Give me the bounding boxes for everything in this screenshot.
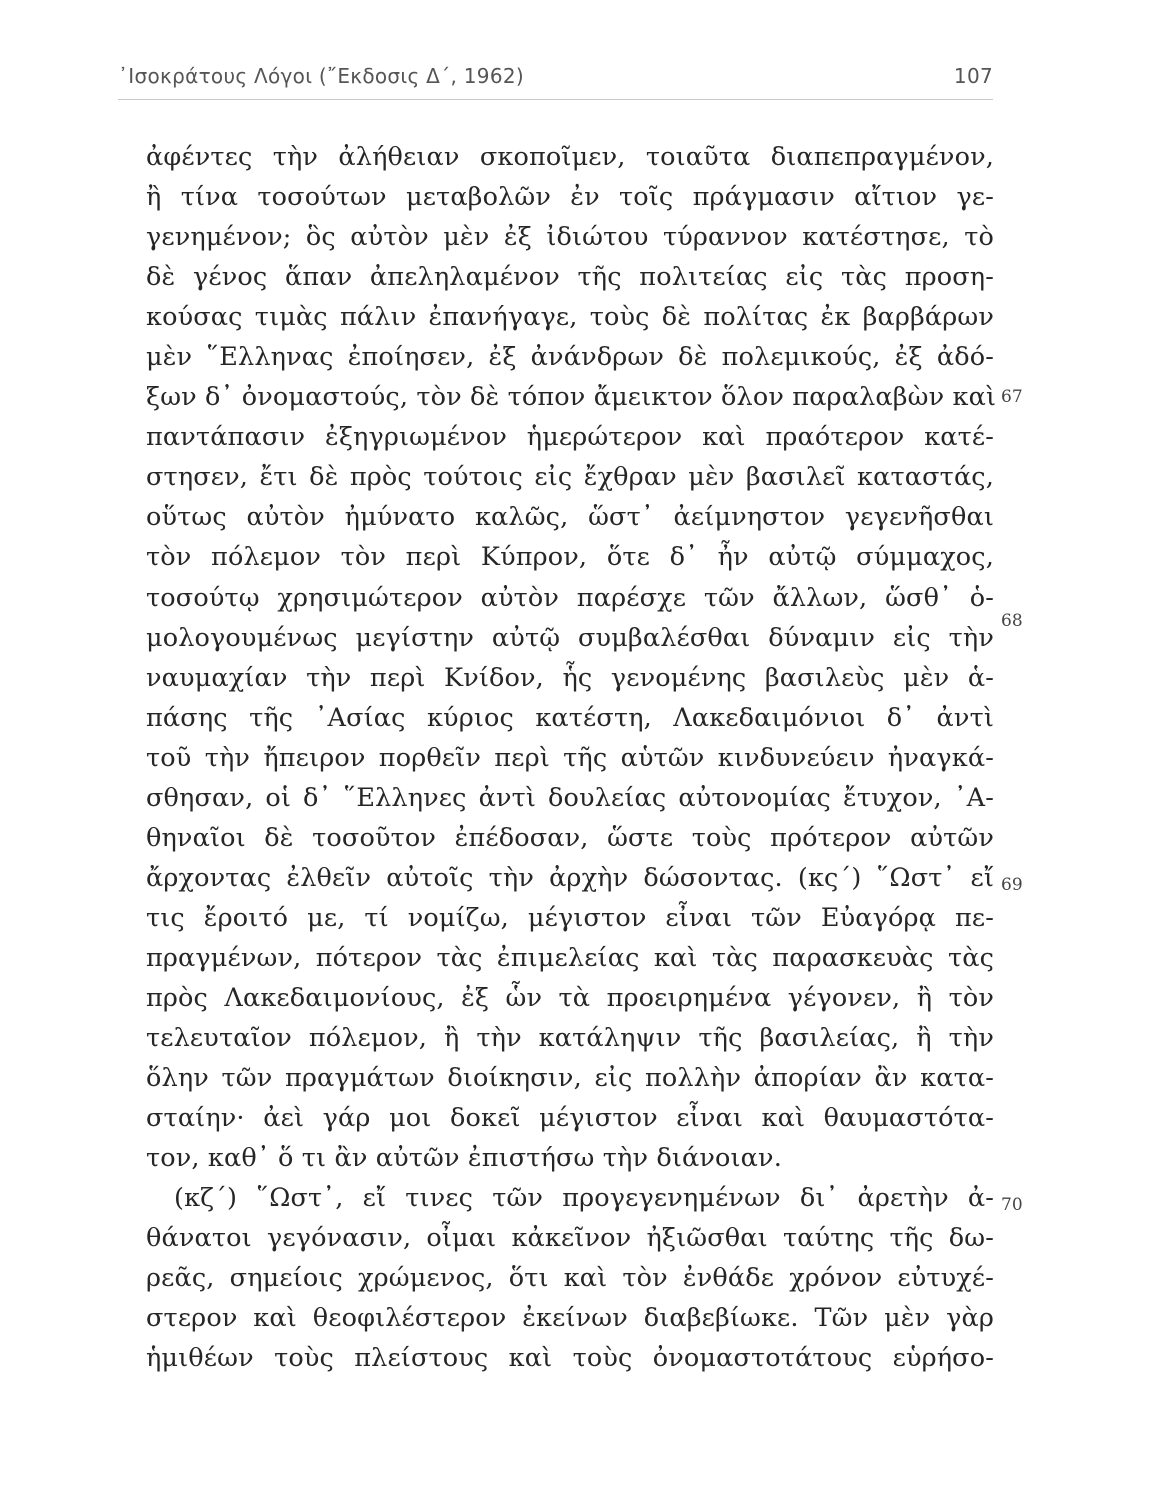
margin-section-number: 67 [1001, 387, 1023, 407]
text-line: ἄρχοντας ἐλθεῖν αὐτοῖς τὴν ἀρχὴν δώσοντας. (κς΄) ῞Ωστ᾿ εἴ [146, 862, 994, 893]
text-line: θάνατοι γεγόνασιν, οἶμαι κἀκεῖνον ἠξιῶσθαι ταύτης τῆς δω- [146, 1223, 994, 1254]
text-line: ναυμαχίαν τὴν περὶ Κνίδον, ἧς γενομένης βασιλεὺς μὲν ἁ- [146, 662, 994, 693]
text-line: ρεᾶς, σημείοις χρώμενος, ὅτι καὶ τὸν ἐνθάδε χρόνον εὐτυχέ- [146, 1263, 994, 1294]
text-line: ἢ τίνα τοσούτων μεταβολῶν ἐν τοῖς πράγμασιν αἴτιον γε- [146, 182, 994, 213]
text-line: ἀφέντες τὴν ἀλήθειαν σκοποῖμεν, τοιαῦτα διαπεπραγμένον, [146, 142, 994, 172]
text-line: σθησαν, οἱ δ᾿ ῞Ελληνες ἀντὶ δουλείας αὐτονομίας ἔτυχον, ᾿Α- [146, 782, 994, 813]
header-title: ᾿Ισοκράτους Λόγοι (῎Εκδοσις Δ΄, 1962) [118, 64, 524, 88]
header-rule [118, 99, 993, 100]
text-line: μὲν ῞Ελληνας ἐποίησεν, ἐξ ἀνάνδρων δὲ πολεμικούς, ἐξ ἀδό- [146, 342, 994, 373]
text-line: σταίην· ἀεὶ γάρ μοι δοκεῖ μέγιστον εἶναι καὶ θαυμαστότα- [146, 1103, 994, 1134]
text-line: ὅλην τῶν πραγμάτων διοίκησιν, εἰς πολλὴν ἀπορίαν ἂν κατα- [146, 1063, 994, 1094]
text-line: ξων δ᾿ ὀνομαστούς, τὸν δὲ τόπον ἄμεικτον ὅλον παραλαβὼν καὶ [146, 382, 997, 413]
margin-section-number: 69 [1001, 875, 1023, 895]
text-line: τοῦ τὴν ἤπειρον πορθεῖν περὶ τῆς αὑτῶν κινδυνεύειν ἠναγκά- [146, 742, 994, 773]
text-line: γενημένον; ὃς αὐτὸν μὲν ἐξ ἰδιώτου τύραννον κατέστησε, τὸ [146, 222, 994, 253]
text-line: τοσούτῳ χρησιμώτερον αὐτὸν παρέσχε τῶν ἄλλων, ὥσθ᾿ ὁ- [146, 582, 994, 613]
text-line: τις ἔροιτό με, τί νομίζω, μέγιστον εἶναι τῶν Εὐαγόρᾳ πε- [146, 902, 994, 933]
text-line: μολογουμένως μεγίστην αὐτῷ συμβαλέσθαι δύναμιν εἰς τὴν [146, 622, 994, 653]
margin-section-number: 70 [1001, 1195, 1023, 1215]
text-line: τον, καθ᾿ ὅ τι ἂν αὐτῶν ἐπιστήσω τὴν διάνοιαν. [146, 1143, 782, 1174]
margin-section-number: 68 [1001, 611, 1023, 631]
text-line: στησεν, ἔτι δὲ πρὸς τούτοις εἰς ἔχθραν μὲν βασιλεῖ καταστάς, [146, 462, 994, 493]
text-line: πάσης τῆς ᾿Ασίας κύριος κατέστη, Λακεδαιμόνιοι δ᾿ ἀντὶ [146, 702, 994, 733]
text-line: κούσας τιμὰς πάλιν ἐπανήγαγε, τοὺς δὲ πολίτας ἐκ βαρβάρων [146, 302, 994, 333]
running-header [118, 64, 993, 98]
text-line: οὕτως αὐτὸν ἠμύνατο καλῶς, ὥστ᾿ ἀείμνηστον γεγενῆσθαι [146, 502, 994, 533]
text-line: παντάπασιν ἐξηγριωμένον ἡμερώτερον καὶ πραότερον κατέ- [146, 422, 994, 453]
text-line: θηναῖοι δὲ τοσοῦτον ἐπέδοσαν, ὥστε τοὺς πρότερον αὐτῶν [146, 822, 994, 853]
text-line: ἡμιθέων τοὺς πλείστους καὶ τοὺς ὀνομαστοτάτους εὑρήσο- [146, 1343, 994, 1374]
page-number: 107 [953, 64, 993, 88]
text-line: τὸν πόλεμον τὸν περὶ Κύπρον, ὅτε δ᾿ ἦν αὐτῷ σύμμαχος, [146, 542, 994, 573]
text-line: (κζ΄) ῞Ωστ᾿, εἴ τινες τῶν προγεγενημένων δι᾿ ἀρετὴν ἀ- [174, 1183, 994, 1214]
text-line: στερον καὶ θεοφιλέστερον ἐκείνων διαβεβίωκε. Τῶν μὲν γὰρ [146, 1303, 994, 1334]
text-line: δὲ γένος ἅπαν ἀπεληλαμένον τῆς πολιτείας εἰς τὰς προση- [146, 262, 994, 293]
text-line: πραγμένων, πότερον τὰς ἐπιμελείας καὶ τὰς παρασκευὰς τὰς [146, 942, 994, 973]
main-text [146, 137, 997, 1378]
text-line: τελευταῖον πόλεμον, ἢ τὴν κατάληψιν τῆς βασιλείας, ἢ τὴν [146, 1023, 994, 1054]
text-line: πρὸς Λακεδαιμονίους, ἐξ ὧν τὰ προειρημένα γέγονεν, ἢ τὸν [146, 982, 994, 1013]
